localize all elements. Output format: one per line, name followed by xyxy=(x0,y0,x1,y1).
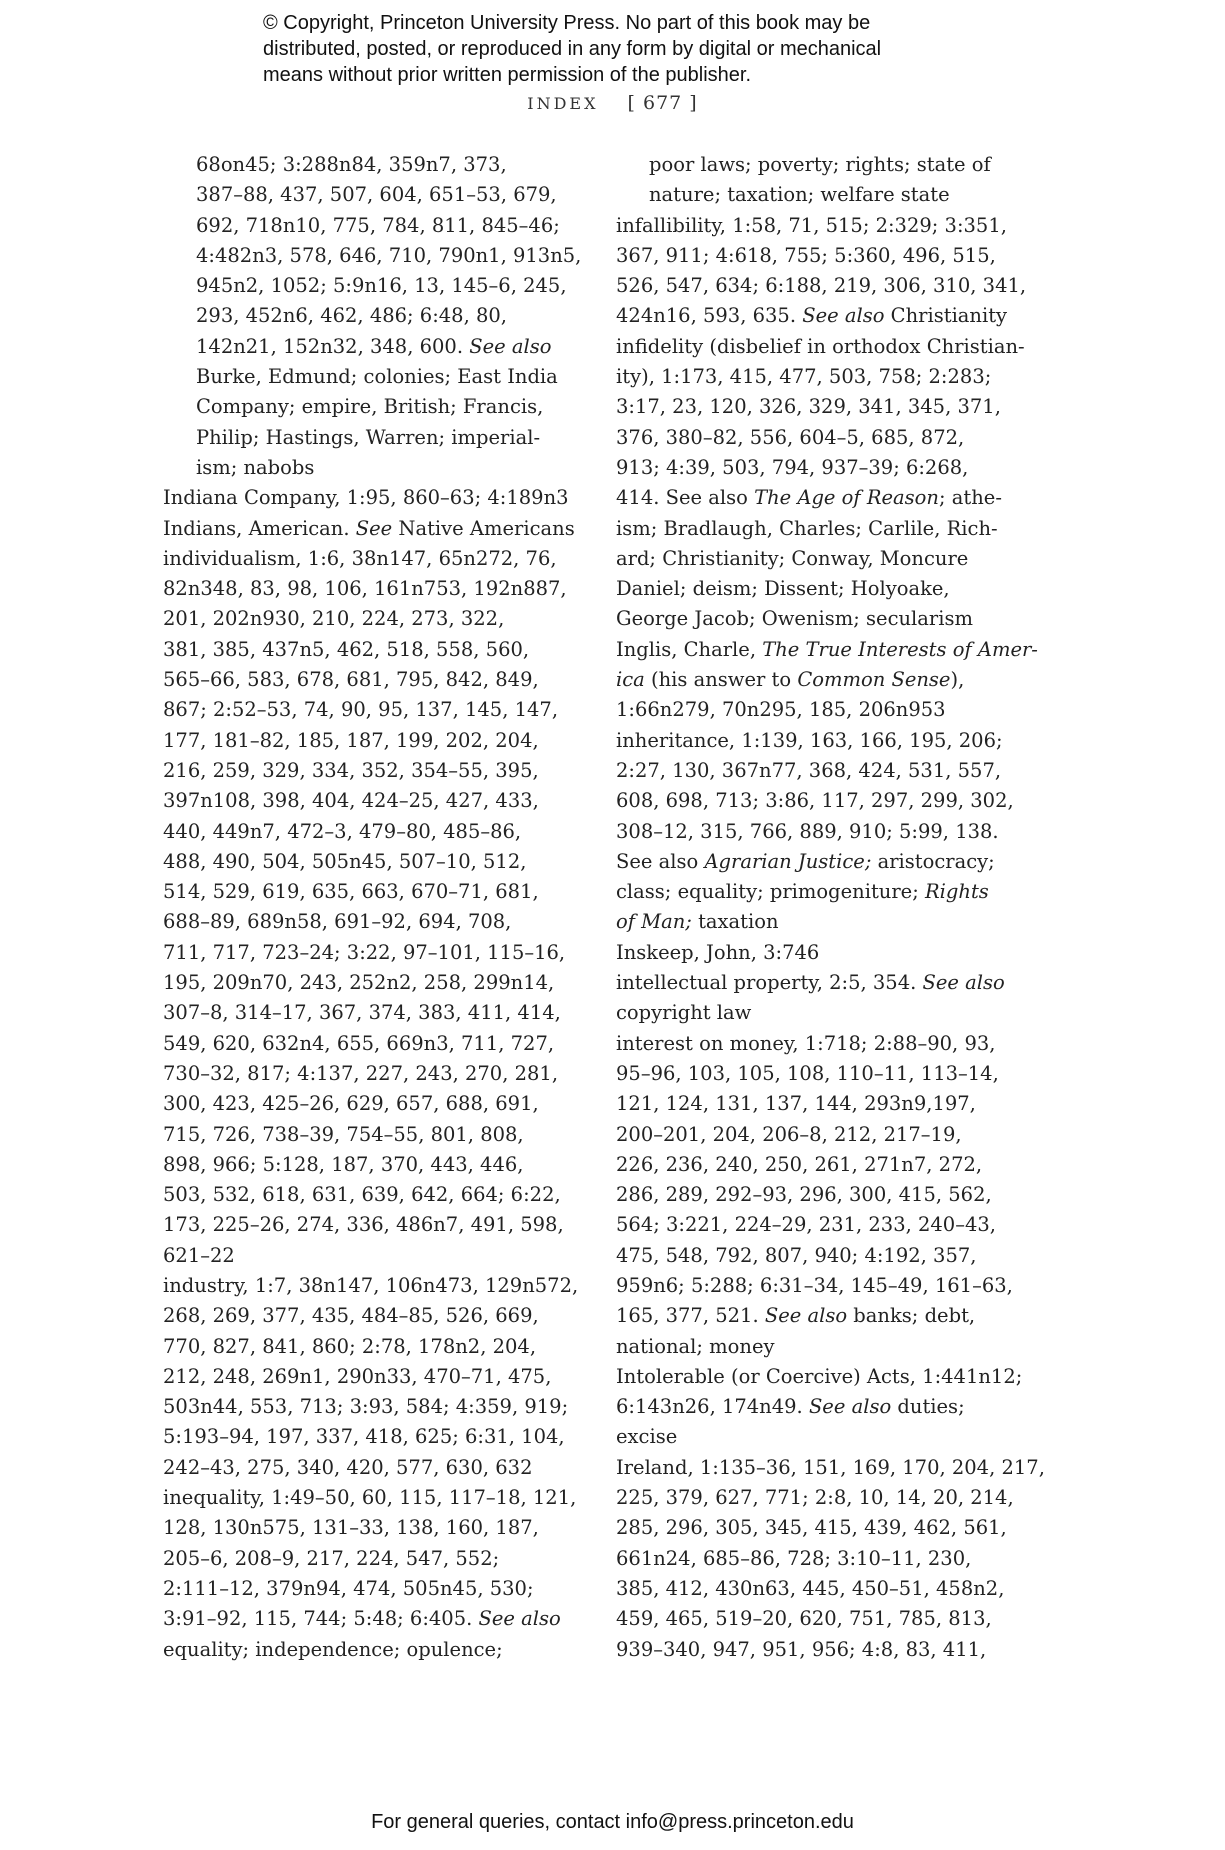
index-entry-line: 142n21, 152n32, 348, 600. See also xyxy=(196,334,552,358)
index-entry-line: 285, 296, 305, 345, 415, 439, 462, 561, xyxy=(616,1516,1007,1540)
index-entry xyxy=(616,211,1036,332)
index-entry xyxy=(163,1483,583,1665)
index-entry-line: 397n108, 398, 404, 424–25, 427, 433, xyxy=(163,789,539,813)
index-entry-line: 226, 236, 240, 250, 261, 271n7, 272, xyxy=(616,1152,983,1176)
index-entry xyxy=(163,483,583,513)
index-entry-line: nature; taxation; welfare state xyxy=(649,183,950,207)
index-entry xyxy=(616,968,1036,1029)
index-entry-line: 414. See also The Age of Reason; athe- xyxy=(616,486,1002,510)
index-entry-line: poor laws; poverty; rights; state of xyxy=(649,153,991,176)
index-entry-line: intellectual property, 2:5, 354. See also xyxy=(616,971,1005,995)
index-entry-line: 205–6, 208–9, 217, 224, 547, 552; xyxy=(163,1546,500,1570)
index-entry-line: 201, 202n930, 210, 224, 273, 322, xyxy=(163,607,505,631)
index-entry-line: infallibility, 1:58, 71, 515; 2:329; 3:351, xyxy=(616,213,1007,237)
index-entry xyxy=(163,150,583,483)
index-entry-line: 216, 259, 329, 334, 352, 354–55, 395, xyxy=(163,758,539,782)
index-entry-line: 1:66n279, 70n295, 185, 206n953 xyxy=(616,698,946,722)
index-entry-line: ism; nabobs xyxy=(196,455,315,479)
index-entry xyxy=(163,514,583,544)
index-entry-line: Company; empire, British; Francis, xyxy=(196,395,544,419)
index-entry-line: 715, 726, 738–39, 754–55, 801, 808, xyxy=(163,1122,524,1146)
index-entry-line: 898, 966; 5:128, 187, 370, 443, 446, xyxy=(163,1152,524,1176)
index-entry-line: 200–201, 204, 206–8, 212, 217–19, xyxy=(616,1122,962,1146)
index-entry-line: ism; Bradlaugh, Charles; Carlile, Rich- xyxy=(616,516,998,540)
index-column-left xyxy=(163,150,583,1665)
index-entry-line: Inglis, Charle, The True Interests of Amer- xyxy=(616,637,1038,661)
index-entry-line: Daniel; deism; Dissent; Holyoake, xyxy=(616,577,950,601)
index-entry-line: 300, 423, 425–26, 629, 657, 688, 691, xyxy=(163,1092,539,1116)
index-entry-line: 68on45; 3:288n84, 359n7, 373, xyxy=(196,153,507,176)
index-entry-line: 225, 379, 627, 771; 2:8, 10, 14, 20, 214, xyxy=(616,1486,1014,1510)
index-entry-line: 308–12, 315, 766, 889, 910; 5:99, 138. xyxy=(616,819,999,843)
index-entry-line: 661n24, 685–86, 728; 3:10–11, 230, xyxy=(616,1546,972,1570)
index-entry-line: 2:27, 130, 367n77, 368, 424, 531, 557, xyxy=(616,758,1002,782)
index-entry-line: 565–66, 583, 678, 681, 795, 842, 849, xyxy=(163,668,539,692)
index-entry-line: 173, 225–26, 274, 336, 486n7, 491, 598, xyxy=(163,1213,564,1237)
index-entry-line: 286, 289, 292–93, 296, 300, 415, 562, xyxy=(616,1183,992,1207)
index-entry-line: 913; 4:39, 503, 794, 937–39; 6:268, xyxy=(616,455,969,479)
copyright-line: © Copyright, Princeton University Press. No part of this book may be xyxy=(263,12,871,34)
index-entry-line: 82n348, 83, 98, 106, 161n753, 192n887, xyxy=(163,577,567,601)
index-entry-line: 945n2, 1052; 5:9n16, 13, 145–6, 245, xyxy=(196,274,567,298)
index-entry-line: ard; Christianity; Conway, Moncure xyxy=(616,546,969,570)
index-entry-line: George Jacob; Owenism; secularism xyxy=(616,607,973,631)
index-entry-line: 121, 124, 131, 137, 144, 293n9,197, xyxy=(616,1092,976,1116)
index-entry-line: 4:482n3, 578, 646, 710, 790n1, 913n5, xyxy=(196,243,582,267)
index-entry-line: Ireland, 1:135–36, 151, 169, 170, 204, 217, xyxy=(616,1455,1045,1479)
index-entry-line: 549, 620, 632n4, 655, 669n3, 711, 727, xyxy=(163,1031,555,1055)
index-entry-line: Philip; Hastings, Warren; imperial- xyxy=(196,425,541,449)
index-entry-line: Inskeep, John, 3:746 xyxy=(616,940,820,964)
index-entry-line: 165, 377, 521. See also banks; debt, xyxy=(616,1304,976,1328)
index-entry-line: 440, 449n7, 472–3, 479–80, 485–86, xyxy=(163,819,522,843)
index-entry-line: inheritance, 1:139, 163, 166, 195, 206; xyxy=(616,728,1003,752)
index-entry-line: Intolerable (or Coercive) Acts, 1:441n12; xyxy=(616,1364,1023,1388)
index-entry-line: industry, 1:7, 38n147, 106n473, 129n572, xyxy=(163,1273,579,1297)
index-entry xyxy=(616,150,1036,211)
index-entry xyxy=(616,332,1036,635)
index-entry xyxy=(163,544,583,1271)
index-entry-line: infidelity (disbelief in orthodox Christian- xyxy=(616,334,1025,358)
index-entry-line: 939–340, 947, 951, 956; 4:8, 83, 411, xyxy=(616,1637,987,1661)
index-entry-line: 387–88, 437, 507, 604, 651–53, 679, xyxy=(196,183,557,207)
index-entry xyxy=(616,1362,1036,1453)
index-entry-line: excise xyxy=(616,1425,678,1449)
index-entry-line: 959n6; 5:288; 6:31–34, 145–49, 161–63, xyxy=(616,1273,1013,1297)
index-entry-line: class; equality; primogeniture; Rights xyxy=(616,880,989,904)
index-entry xyxy=(163,1271,583,1483)
index-entry-line: 367, 911; 4:618, 755; 5:360, 496, 515, xyxy=(616,243,996,267)
index-entry-line: 212, 248, 269n1, 290n33, 470–71, 475, xyxy=(163,1364,552,1388)
index-entry-line: 177, 181–82, 185, 187, 199, 202, 204, xyxy=(163,728,539,752)
index-column-right xyxy=(616,150,1045,1665)
index-entry-line: copyright law xyxy=(616,1001,752,1025)
index-entry-line: 503n44, 553, 713; 3:93, 584; 4:359, 919; xyxy=(163,1395,569,1419)
index-entry-line: 307–8, 314–17, 367, 374, 383, 411, 414, xyxy=(163,1001,561,1025)
index-entry-line: 293, 452n6, 462, 486; 6:48, 80, xyxy=(196,304,508,328)
index-entry-line: 488, 490, 504, 505n45, 507–10, 512, xyxy=(163,849,527,873)
index-entry-line: 770, 827, 841, 860; 2:78, 178n2, 204, xyxy=(163,1334,537,1358)
index-entry-line: 867; 2:52–53, 74, 90, 95, 137, 145, 147, xyxy=(163,698,559,722)
copyright-line: distributed, posted, or reproduced in any form by digital or mechanical xyxy=(263,38,882,60)
index-entry xyxy=(616,635,1036,726)
copyright-notice xyxy=(263,10,983,88)
index-entry-line: 385, 412, 430n63, 445, 450–51, 458n2, xyxy=(616,1576,1005,1600)
index-entry-line: 3:17, 23, 120, 326, 329, 341, 345, 371, xyxy=(616,395,1001,419)
index-entry-line: interest on money, 1:718; 2:88–90, 93, xyxy=(616,1031,996,1055)
index-entry-line: 526, 547, 634; 6:188, 219, 306, 310, 341, xyxy=(616,274,1027,298)
index-entry-line: 381, 385, 437n5, 462, 518, 558, 560, xyxy=(163,637,530,661)
index-entry-line: 6:143n26, 174n49. See also duties; xyxy=(616,1395,965,1419)
index-entry-line: equality; independence; opulence; xyxy=(163,1637,503,1661)
index-entry-line: 3:91–92, 115, 744; 5:48; 6:405. See also xyxy=(163,1607,561,1631)
index-entry-line: national; money xyxy=(616,1334,775,1358)
index-entry-line: Indiana Company, 1:95, 860–63; 4:189n3 xyxy=(163,486,569,510)
index-entry xyxy=(616,938,1036,968)
index-entry-line: 268, 269, 377, 435, 484–85, 526, 669, xyxy=(163,1304,539,1328)
index-entry-line: 564; 3:221, 224–29, 231, 233, 240–43, xyxy=(616,1213,996,1237)
footer-contact: For general queries, contact info@press.princeton.edu xyxy=(371,1811,854,1833)
index-entry-line: 514, 529, 619, 635, 663, 670–71, 681, xyxy=(163,880,539,904)
index-entry-line: 5:193–94, 197, 337, 418, 625; 6:31, 104, xyxy=(163,1425,565,1449)
index-entry-line: 424n16, 593, 635. See also Christianity xyxy=(616,304,1008,328)
index-entry xyxy=(616,726,1036,938)
index-entry-line: Indians, American. See Native Americans xyxy=(163,516,575,540)
copyright-line: means without prior written permission of the publisher. xyxy=(263,64,752,86)
index-entry-line: ica (his answer to Common Sense), xyxy=(616,668,965,692)
index-entry-line: 711, 717, 723–24; 3:22, 97–101, 115–16, xyxy=(163,940,566,964)
index-entry-line: 730–32, 817; 4:137, 227, 243, 270, 281, xyxy=(163,1061,559,1085)
index-entry-line: ity), 1:173, 415, 477, 503, 758; 2:283; xyxy=(616,365,992,389)
index-entry-line: 376, 380–82, 556, 604–5, 685, 872, xyxy=(616,425,965,449)
index-entry-line: of Man; taxation xyxy=(616,910,779,934)
index-entry-line: 128, 130n575, 131–33, 138, 160, 187, xyxy=(163,1516,539,1540)
index-entry-line: 621–22 xyxy=(163,1243,235,1267)
index-entry-line: 475, 548, 792, 807, 940; 4:192, 357, xyxy=(616,1243,977,1267)
index-entry xyxy=(616,1453,1045,1665)
index-entry xyxy=(616,1029,1036,1362)
index-entry-line: individualism, 1:6, 38n147, 65n272, 76, xyxy=(163,546,557,570)
running-head-label: INDEX xyxy=(527,94,599,113)
index-entry-line: 2:111–12, 379n94, 474, 505n45, 530; xyxy=(163,1576,534,1600)
index-entry-line: 688–89, 689n58, 691–92, 694, 708, xyxy=(163,910,512,934)
index-entry-line: 242–43, 275, 340, 420, 577, 630, 632 xyxy=(163,1455,533,1479)
page-number: [ 677 ] xyxy=(627,92,698,114)
index-entry-line: 692, 718n10, 775, 784, 811, 845–46; xyxy=(196,213,560,237)
index-entry-line: 95–96, 103, 105, 108, 110–11, 113–14, xyxy=(616,1061,999,1085)
index-entry-line: 195, 209n70, 243, 252n2, 258, 299n14, xyxy=(163,971,555,995)
index-entry-line: 503, 532, 618, 631, 639, 642, 664; 6:22, xyxy=(163,1183,561,1207)
running-head xyxy=(0,92,1225,114)
index-entry-line: 459, 465, 519–20, 620, 751, 785, 813, xyxy=(616,1607,992,1631)
index-entry-line: Burke, Edmund; colonies; East India xyxy=(196,365,558,389)
index-entry-line: inequality, 1:49–50, 60, 115, 117–18, 121, xyxy=(163,1486,577,1510)
index-entry-line: See also Agrarian Justice; aristocracy; xyxy=(616,849,995,873)
index-entry-line: 608, 698, 713; 3:86, 117, 297, 299, 302, xyxy=(616,789,1014,813)
